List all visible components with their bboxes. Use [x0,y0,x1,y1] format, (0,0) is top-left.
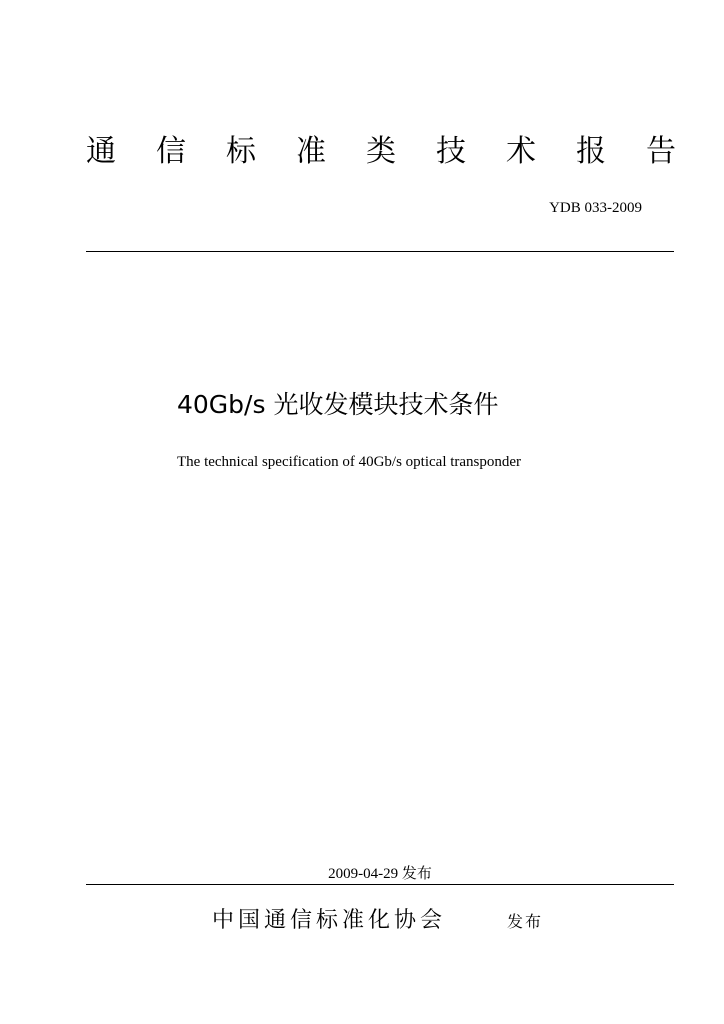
header-divider [86,251,674,252]
doc-type-char: 告 [646,134,676,169]
publisher-suffix: 发布 [507,912,544,931]
doc-type-char: 准 [296,134,326,169]
document-title-english: The technical specification of 40Gb/s optical transponder [177,454,522,470]
doc-type-char: 术 [506,134,536,169]
document-number: YDB 033-2009 [549,200,642,216]
doc-type-char: 技 [436,134,466,169]
document-type-heading [86,132,676,172]
doc-type-char: 信 [156,134,186,169]
doc-type-char: 报 [576,134,606,169]
footer-divider [86,884,674,885]
doc-type-char: 标 [226,134,256,169]
document-title-chinese: 40Gb/s 光收发模块技术条件 [177,390,499,419]
publisher-name: 中国通信标准化协会 [212,908,447,933]
issue-date: 2009-04-29 发布 [328,866,432,882]
doc-type-char: 类 [366,134,396,169]
doc-type-char: 通 [86,134,116,169]
